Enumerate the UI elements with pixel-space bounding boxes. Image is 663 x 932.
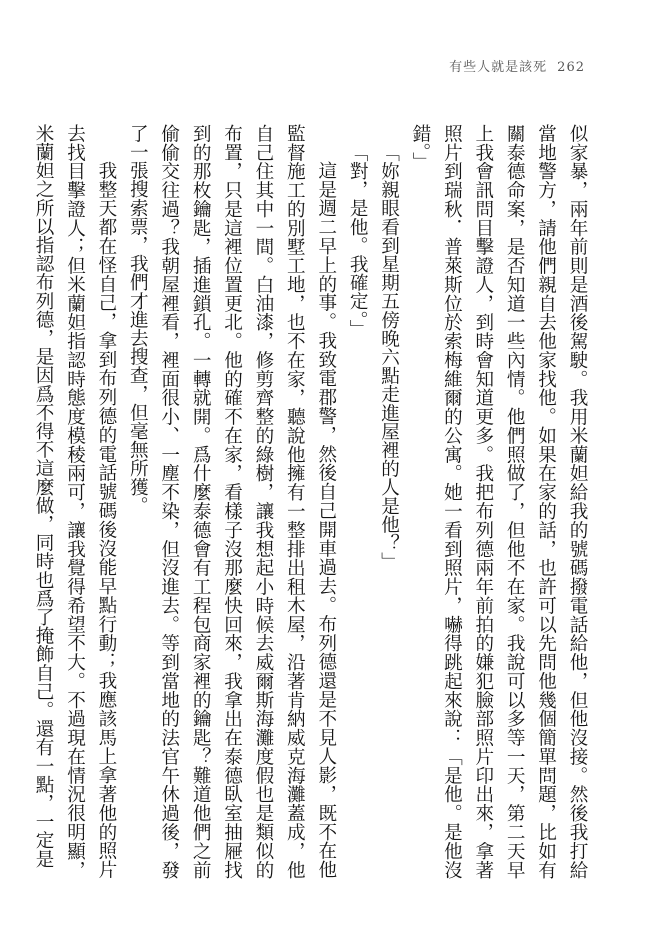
book-title: 有些人就是該死: [449, 60, 548, 75]
paragraph-1: 似家暴，兩年前則是酒後駕駛。我用米蘭妲給我的號碼撥電話給他，但他沒接。然後我打給當地警方，請他們親自去他家找他。如果在家的話，也許可以先問他幾個簡單問題，比如有關泰德命案，是否知道一些內情。他們照做了，但他不在家。我說可以多等一天，第二天早上我會訊問目擊證人，到時會知道更多。我把布列德兩年前拍的嫌犯臉部照片印出來，拿著照片到瑞秋．普萊斯位於索梅維爾的公寓。她一看到照片，嚇得跳起來說：「是他。是他沒錯。」: [409, 124, 588, 879]
dialogue-line-1: 「妳親眼看到星期五傍晚六點走進屋裡的人是他？」: [378, 142, 400, 571]
dialogue-line-2: 「對，是他。我確定。」: [347, 142, 369, 338]
page-number: 262: [557, 60, 585, 75]
paragraph-2: 這是週二早上的事。我致電郡警，然後自己開車過去。布列德還是不見人影，既不在他監督施工的別墅工地，也不在家，聽說他擁有一整排出租木屋，沿著肯納威克海灘蓋成，他自己住其中一間。白油漆，修剪齊整的綠樹，讓我想起小時候去威爾斯海灘度假也是類似的布置，只是這裡位置更北。他的確不在家，看樣子沒那麼快回來，我拿出在泰德臥室抽屜找到的那枚鑰匙，插進鎖孔。一轉就開。爲什麼泰德會有工程包商家裡的鑰匙？難道他們之前偷偷交往過？我朝屋裡看，裡面很小、一塵不染，但沒進去。等到當地的法官午休過後，發了一張搜索票，我們才進去搜查，但毫無所獲。: [127, 124, 337, 879]
vertical-body-text: [33, 124, 593, 879]
paragraph-3: 我整天都在怪自己，拿到布列德的電話號碼後沒能早點行動；我應該馬上拿著他的照片去找目擊證人；但米蘭妲指認時態度模稜兩可，讓我覺得希望不大。不過現在情況很明顯，米蘭妲之所以指認布列德，是因爲不得不這麼做，同時也爲了掩飾自己。還有一點，一定是: [33, 124, 117, 879]
running-header: [449, 56, 585, 75]
